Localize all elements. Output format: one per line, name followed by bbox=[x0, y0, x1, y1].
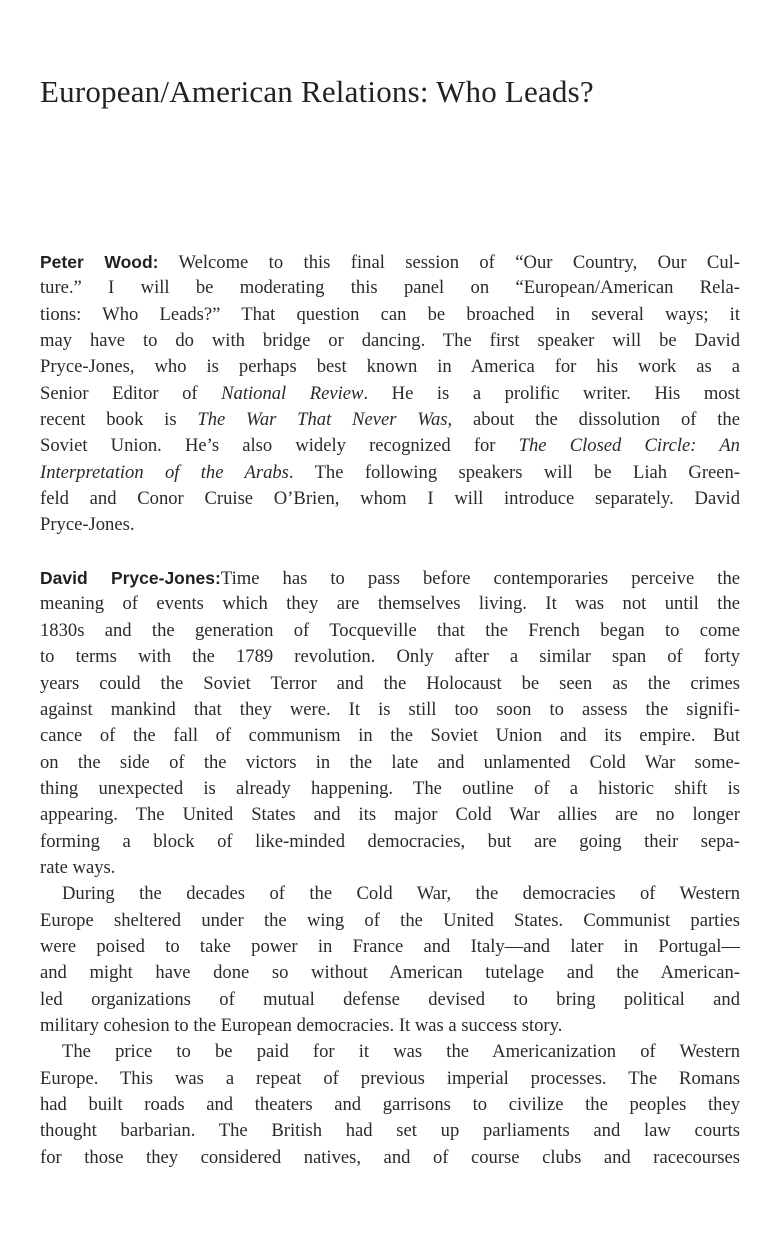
paragraph bbox=[40, 249, 740, 539]
text-line bbox=[40, 644, 740, 670]
text-run: Welcome to this final session of “Our Country, Our Cul- bbox=[158, 252, 740, 273]
text-run: on the side of the victors in the late and unlamented Cold War some- bbox=[40, 751, 740, 773]
text-run: against mankind that they were. It is still too soon to assess the signifi- bbox=[40, 698, 740, 720]
text-run: . He is a prolific writer. His most bbox=[363, 382, 740, 404]
text-run: Europe. This was a repeat of previous imperial processes. The Romans bbox=[40, 1067, 740, 1089]
speaker-name: David Pryce-Jones: bbox=[40, 568, 221, 589]
text-line bbox=[40, 750, 740, 776]
text-run: and might have done so without American tutelage and the American- bbox=[40, 962, 740, 984]
paragraph bbox=[40, 565, 740, 881]
italic-title: Interpretation of the Arabs bbox=[40, 461, 289, 483]
text-run: Pryce-Jones. bbox=[40, 514, 135, 536]
text-line bbox=[40, 934, 740, 960]
paragraph bbox=[40, 1039, 740, 1171]
speaker-name: Peter Wood: bbox=[40, 252, 159, 272]
text-run: thing unexpected is already happening. The outline of a historic shift is bbox=[40, 777, 740, 799]
article-body bbox=[40, 249, 740, 1171]
text-run: The price to be paid for it was the Americanization of Western bbox=[62, 1041, 740, 1063]
text-run: cance of the fall of communism in the Soviet Union and its empire. But bbox=[40, 725, 740, 747]
text-line bbox=[40, 328, 740, 354]
text-run: years could the Soviet Terror and the Holocaust be seen as the crimes bbox=[40, 672, 740, 694]
text-run: military cohesion to the European democracies. It was a success story. bbox=[40, 1014, 563, 1036]
text-run: Europe sheltered under the wing of the United States. Communist parties bbox=[40, 909, 740, 931]
text-line bbox=[40, 275, 740, 301]
text-line bbox=[40, 433, 740, 459]
text-run: led organizations of mutual defense devised to bring political and bbox=[40, 988, 740, 1010]
text-run: . The following speakers will be Liah Green- bbox=[288, 461, 740, 483]
text-line bbox=[40, 802, 740, 828]
text-run: ture.” I will be moderating this panel on “European/American Rela- bbox=[40, 277, 740, 299]
text-run: thought barbarian. The British had set up parliaments and law courts bbox=[40, 1120, 740, 1142]
text-run: were poised to take power in France and Italy—and later in Portugal— bbox=[40, 935, 740, 957]
text-line bbox=[40, 1092, 740, 1118]
text-run: Soviet Union. He’s also widely recognized for bbox=[40, 435, 519, 457]
italic-title: National Review bbox=[221, 382, 364, 404]
text-line bbox=[40, 829, 740, 855]
text-run: forming a block of like-minded democracies, but are going their sepa- bbox=[40, 830, 740, 852]
text-line bbox=[40, 381, 740, 407]
text-run: Time has to pass before contemporaries perceive the bbox=[220, 568, 740, 590]
italic-title: The Closed Circle: An bbox=[518, 435, 740, 457]
text-run: tions: Who Leads?” That question can be broached in several ways; it bbox=[40, 303, 740, 325]
text-line bbox=[40, 591, 740, 617]
paragraph bbox=[40, 881, 740, 1039]
text-line bbox=[40, 960, 740, 986]
text-run: 1830s and the generation of Tocqueville that the French began to come bbox=[40, 619, 740, 641]
text-line bbox=[40, 302, 740, 328]
text-line bbox=[40, 855, 740, 881]
text-line bbox=[40, 776, 740, 802]
text-run: feld and Conor Cruise O’Brien, whom I will introduce separately. David bbox=[40, 488, 740, 510]
page-title: European/American Relations: Who Leads? bbox=[40, 74, 594, 109]
text-line bbox=[40, 1145, 740, 1171]
text-line bbox=[40, 512, 740, 538]
text-line bbox=[40, 671, 740, 697]
text-line bbox=[40, 249, 740, 275]
text-line bbox=[40, 618, 740, 644]
text-run: Senior Editor of bbox=[40, 382, 222, 404]
text-run: for those they considered natives, and of course clubs and racecourses bbox=[40, 1146, 740, 1168]
text-line bbox=[40, 565, 740, 591]
text-run: During the decades of the Cold War, the democracies of Western bbox=[62, 883, 740, 905]
text-line bbox=[40, 723, 740, 749]
text-line bbox=[40, 407, 740, 433]
text-run: appearing. The United States and its major Cold War allies are no longer bbox=[40, 804, 740, 826]
text-line bbox=[40, 908, 740, 934]
text-run: may have to do with bridge or dancing. The first speaker will be David bbox=[40, 330, 740, 352]
text-run: , about the dissolution of the bbox=[447, 409, 740, 431]
text-line bbox=[40, 987, 740, 1013]
text-run: rate ways. bbox=[40, 856, 116, 878]
text-line bbox=[40, 1066, 740, 1092]
text-run: recent book is bbox=[40, 409, 198, 431]
text-line bbox=[40, 881, 740, 907]
italic-title: The War That Never Was bbox=[197, 409, 448, 431]
text-line bbox=[40, 697, 740, 723]
text-run: Pryce-Jones, who is perhaps best known in America for his work as a bbox=[40, 356, 740, 378]
text-run: to terms with the 1789 revolution. Only after a similar span of forty bbox=[40, 646, 740, 668]
text-line bbox=[40, 1118, 740, 1144]
text-line bbox=[40, 460, 740, 486]
text-line bbox=[40, 354, 740, 380]
text-line bbox=[40, 1039, 740, 1065]
text-run: meaning of events which they are themselves living. It was not until the bbox=[40, 593, 740, 615]
text-line bbox=[40, 1013, 740, 1039]
text-run: had built roads and theaters and garrisons to civilize the peoples they bbox=[40, 1094, 740, 1115]
text-line bbox=[40, 486, 740, 512]
